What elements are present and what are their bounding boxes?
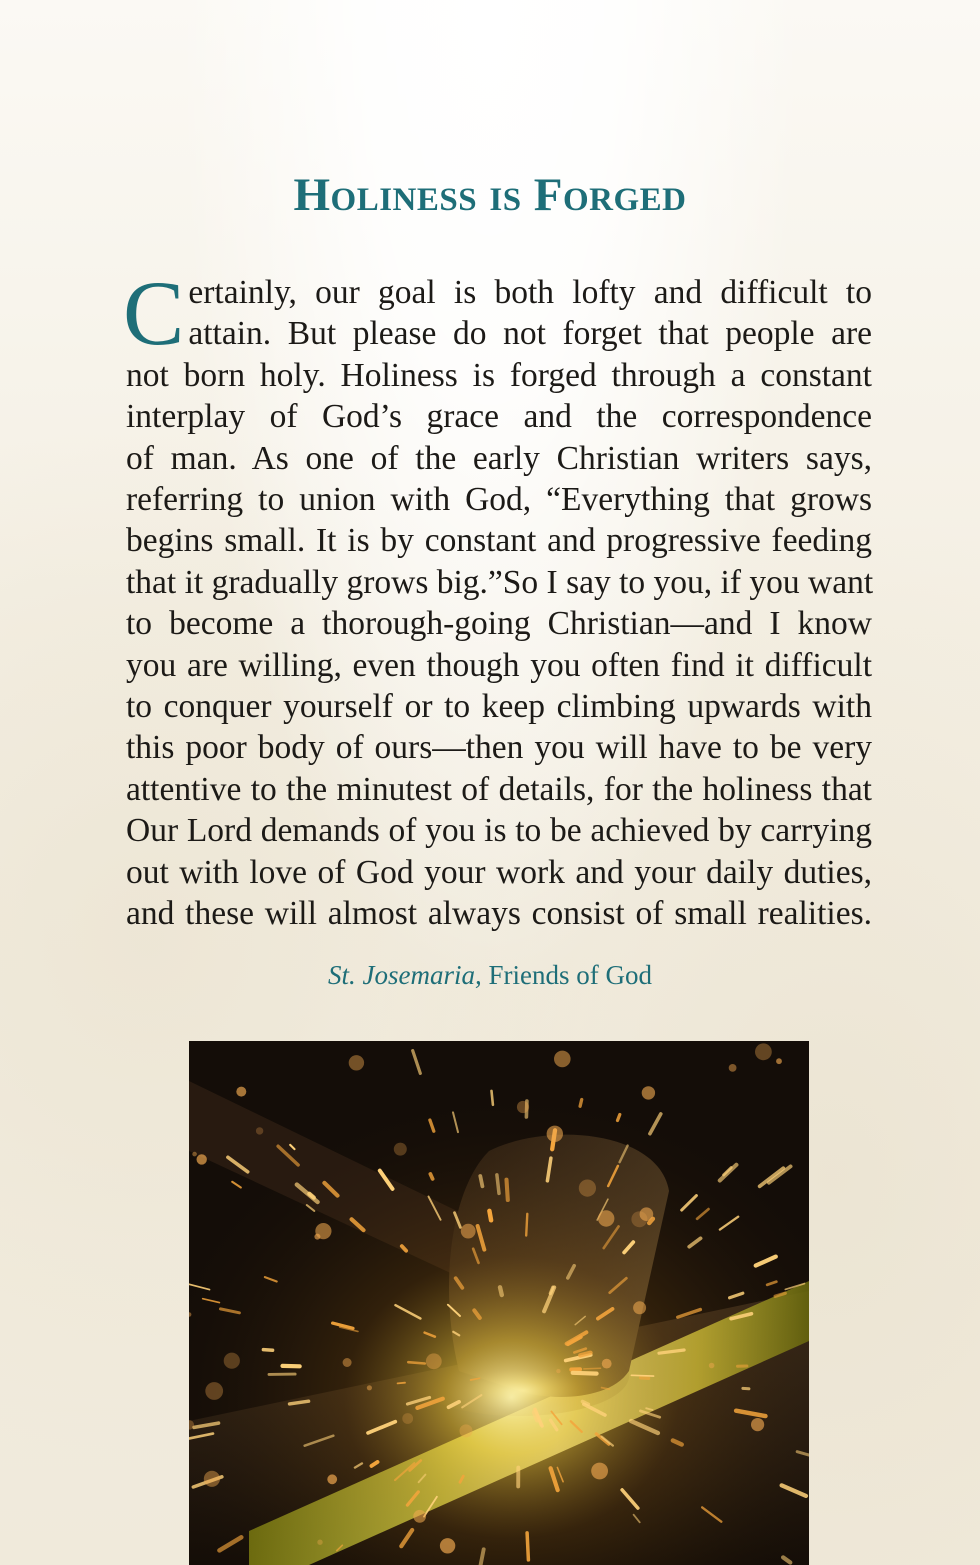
spark-bokeh bbox=[709, 1363, 715, 1369]
spark bbox=[526, 1214, 527, 1236]
spark-bokeh bbox=[256, 1127, 263, 1134]
spark-bokeh bbox=[204, 1471, 220, 1487]
spark-bokeh bbox=[224, 1353, 240, 1369]
page-title: Holiness is Forged bbox=[293, 169, 687, 221]
drop-cap: C bbox=[123, 262, 185, 364]
spark bbox=[398, 1383, 405, 1384]
spark-bokeh bbox=[192, 1152, 197, 1157]
spark-bokeh bbox=[440, 1538, 455, 1553]
spark bbox=[580, 1100, 582, 1107]
spark bbox=[408, 1362, 425, 1363]
body-line: you are willing, even though you often find it difficult bbox=[126, 646, 872, 684]
spark-bokeh bbox=[755, 1043, 772, 1060]
spark-bokeh bbox=[394, 1143, 407, 1156]
spark-bokeh bbox=[517, 1101, 529, 1113]
spark-bokeh bbox=[327, 1474, 337, 1484]
spark-bokeh bbox=[317, 1540, 322, 1545]
spark-bokeh bbox=[633, 1301, 646, 1314]
spark-bokeh bbox=[402, 1413, 413, 1424]
body-line: to conquer yourself or to keep climbing upwards with bbox=[126, 688, 872, 726]
body-line: and these will almost always consist of small realities. bbox=[126, 895, 872, 933]
spark bbox=[507, 1180, 508, 1200]
spark-bokeh bbox=[349, 1055, 364, 1070]
spark bbox=[641, 1378, 649, 1379]
body-line: attentive to the minutest of details, for the holiness that bbox=[126, 770, 872, 808]
body-line: ertainly, our goal is both lofty and difficult to bbox=[188, 274, 872, 311]
spark-bokeh bbox=[460, 1424, 473, 1437]
attribution bbox=[0, 960, 980, 991]
spark bbox=[497, 1175, 499, 1194]
spark bbox=[534, 1412, 537, 1420]
spark bbox=[489, 1211, 491, 1220]
forge-sparks-photo bbox=[189, 1041, 809, 1565]
body-line: to become a thorough-going Christian—and I know bbox=[126, 605, 872, 643]
spark bbox=[492, 1091, 493, 1105]
spark bbox=[430, 1174, 432, 1179]
spark bbox=[618, 1115, 620, 1121]
spark-bokeh bbox=[751, 1418, 764, 1431]
spark-bokeh bbox=[591, 1463, 608, 1480]
spark bbox=[480, 1176, 482, 1186]
spark bbox=[631, 1375, 653, 1376]
spark-bokeh bbox=[602, 1359, 612, 1369]
spark-bokeh bbox=[343, 1358, 352, 1367]
attribution-work: Friends of God bbox=[488, 960, 652, 990]
body-line: this poor body of ours—then you will have to be very bbox=[126, 729, 872, 767]
attribution-author: St. Josemaria, bbox=[328, 960, 482, 990]
spark bbox=[263, 1350, 272, 1351]
spark-bokeh bbox=[236, 1087, 246, 1097]
spark-bokeh bbox=[205, 1382, 223, 1400]
spark-bokeh bbox=[197, 1154, 207, 1164]
body-line: attain. But please do not forget that people are bbox=[188, 315, 872, 353]
body-line: begins small. It is by constant and progressive feeding bbox=[126, 522, 872, 560]
spark-bokeh bbox=[598, 1210, 614, 1226]
body-line: out with love of God your work and your daily duties, bbox=[126, 853, 872, 891]
spark bbox=[573, 1373, 597, 1374]
body-line: Our Lord demands of you is to be achieved by carrying bbox=[126, 812, 872, 850]
spark-bokeh bbox=[642, 1086, 655, 1099]
spark bbox=[584, 1368, 601, 1369]
spark-bokeh bbox=[413, 1510, 426, 1523]
spark-bokeh bbox=[556, 1369, 560, 1373]
spark-bokeh bbox=[315, 1223, 331, 1239]
spark bbox=[500, 1287, 502, 1295]
spark bbox=[527, 1533, 528, 1560]
spark-bokeh bbox=[640, 1207, 654, 1221]
body-line: referring to union with God, “Everything that grows bbox=[126, 481, 872, 519]
ambient-glow bbox=[189, 1041, 809, 1565]
spark bbox=[580, 1353, 590, 1356]
spark bbox=[550, 1287, 553, 1293]
quote-body bbox=[123, 262, 874, 935]
spark-bokeh bbox=[461, 1224, 476, 1239]
spark-bokeh bbox=[426, 1353, 442, 1369]
body-line: interplay of God’s grace and the correspondence bbox=[126, 398, 872, 436]
spark-bokeh bbox=[776, 1058, 782, 1064]
spark-bokeh bbox=[729, 1064, 737, 1072]
spark-bokeh bbox=[579, 1180, 596, 1197]
spark bbox=[309, 1194, 314, 1198]
body-line: of man. As one of the early Christian writers says, bbox=[126, 439, 872, 477]
spark-bokeh bbox=[554, 1051, 571, 1068]
spark-bokeh bbox=[547, 1126, 563, 1142]
spark-bokeh bbox=[367, 1385, 372, 1390]
body-line: not born holy. Holiness is forged through a constant bbox=[126, 356, 872, 394]
body-line: that it gradually grows big.”So I say to you, if you want bbox=[126, 563, 874, 601]
